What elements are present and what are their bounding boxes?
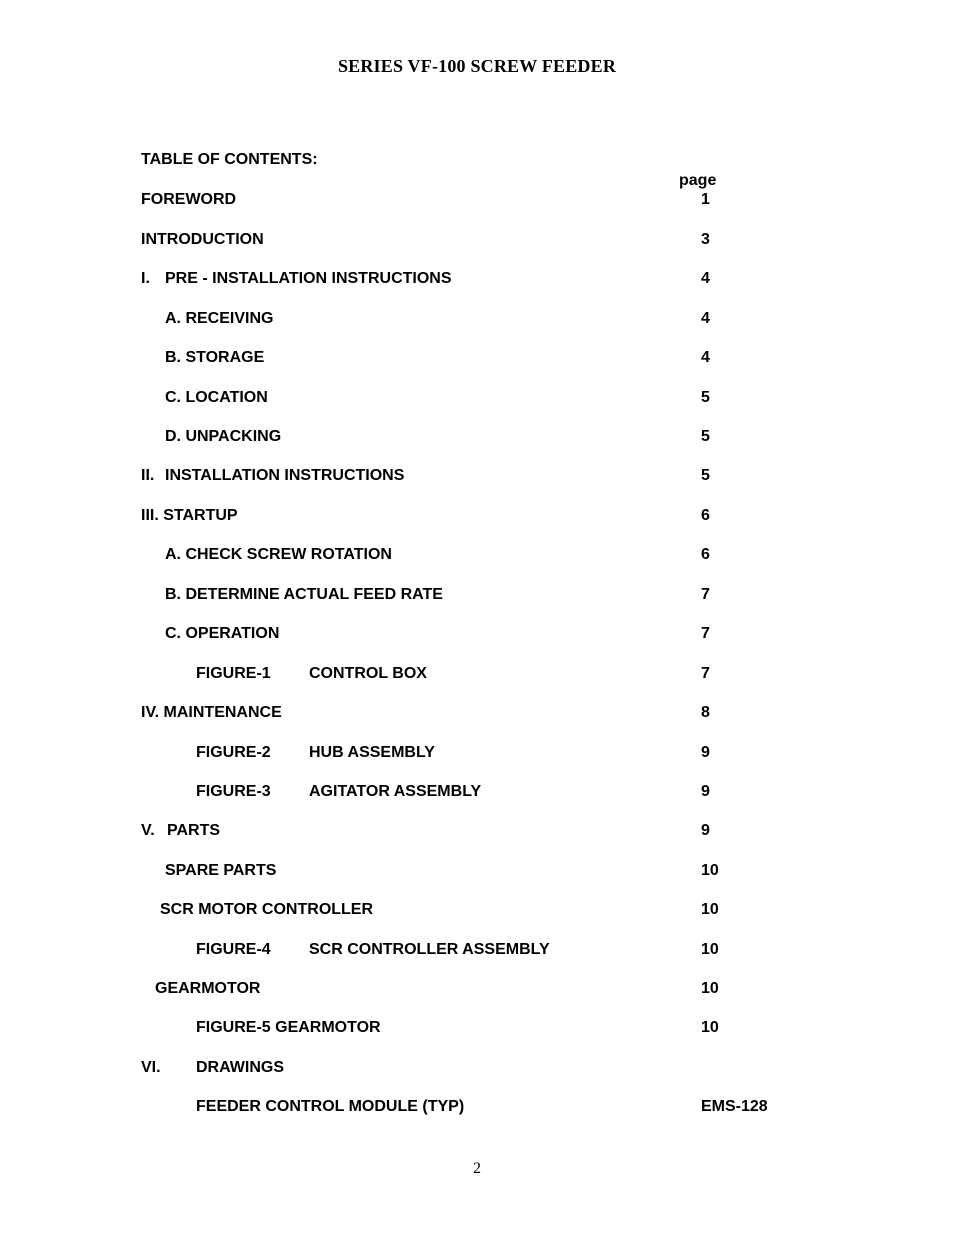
toc-entry-page: 4	[701, 270, 710, 287]
toc-entry-spare-parts	[0, 861, 954, 883]
toc-entry-page: 10	[701, 1019, 719, 1036]
toc-entry-title: IV. MAINTENANCE	[141, 704, 282, 721]
toc-entry-page: 7	[701, 586, 710, 603]
toc-entry-installation	[0, 466, 954, 488]
toc-entry-check-screw-rotation	[0, 545, 954, 567]
toc-entry-location	[0, 388, 954, 410]
toc-entry-introduction	[0, 230, 954, 252]
toc-entry-title: AGITATOR ASSEMBLY	[309, 783, 482, 800]
toc-entry-title: FIGURE-5 GEARMOTOR	[196, 1019, 381, 1036]
toc-entry-parts	[0, 821, 954, 843]
toc-entry-title: INSTALLATION INSTRUCTIONS	[165, 467, 405, 484]
toc-entry-title: B. STORAGE	[165, 349, 265, 366]
toc-entry-title: FEEDER CONTROL MODULE (TYP)	[196, 1098, 465, 1115]
toc-entry-receiving	[0, 309, 954, 331]
toc-entry-title: FOREWORD	[141, 191, 237, 208]
toc-entry-page: 7	[701, 625, 710, 642]
toc-entry-title: DRAWINGS	[196, 1059, 284, 1076]
toc-entry-page: 9	[701, 822, 710, 839]
toc-entry-title: PRE - INSTALLATION INSTRUCTIONS	[165, 270, 452, 287]
toc-entry-title: PARTS	[167, 822, 221, 839]
toc-entry-prefix: V.	[141, 822, 155, 839]
toc-entry-page: 9	[701, 783, 710, 800]
toc-entry-page: 1	[701, 191, 710, 208]
toc-entry-prefix: VI.	[141, 1059, 161, 1076]
toc-entry-figure-3	[0, 782, 954, 804]
document-title: SERIES VF-100 SCREW FEEDER	[337, 56, 617, 76]
toc-entry-foreword	[0, 190, 954, 212]
toc-entry-prefix: FIGURE-1	[196, 665, 271, 682]
toc-entry-prefix: FIGURE-2	[196, 744, 271, 761]
toc-entry-title: C. LOCATION	[165, 389, 268, 406]
toc-entry-page: 10	[701, 901, 719, 918]
toc-entry-title: SPARE PARTS	[165, 862, 277, 879]
toc-entry-figure-4	[0, 940, 954, 962]
toc-entry-title: A. RECEIVING	[165, 310, 274, 327]
toc-entry-prefix: FIGURE-3	[196, 783, 271, 800]
toc-entry-page: 3	[701, 231, 710, 248]
toc-entry-drawings	[0, 1058, 954, 1080]
toc-entry-figure-1	[0, 664, 954, 686]
toc-entry-page: 5	[701, 389, 710, 406]
toc-entry-title: B. DETERMINE ACTUAL FEED RATE	[165, 586, 443, 603]
toc-entry-page: 6	[701, 546, 710, 563]
page-column-label: page	[679, 172, 717, 189]
toc-entry-page: 10	[701, 862, 719, 879]
toc-entry-title: SCR MOTOR CONTROLLER	[160, 901, 374, 918]
toc-entry-page: 6	[701, 507, 710, 524]
toc-entry-prefix: I.	[141, 270, 150, 287]
toc-entry-page: 4	[701, 310, 710, 327]
toc-entry-figure-2	[0, 743, 954, 765]
toc-entry-feeder-control-module	[0, 1097, 954, 1119]
toc-entry-feed-rate	[0, 585, 954, 607]
toc-entry-title: CONTROL BOX	[309, 665, 427, 682]
toc-entry-figure-5	[0, 1018, 954, 1040]
toc-entry-scr-motor-controller	[0, 900, 954, 922]
toc-entry-prefix: FIGURE-4	[196, 941, 271, 958]
toc-entry-gearmotor	[0, 979, 954, 1001]
toc-entry-title: HUB ASSEMBLY	[309, 744, 435, 761]
toc-entry-page: 7	[701, 665, 710, 682]
toc-entry-page: 5	[701, 467, 710, 484]
toc-entry-operation	[0, 624, 954, 646]
toc-entry-storage	[0, 348, 954, 370]
toc-entry-page: 10	[701, 941, 719, 958]
toc-entry-pre-installation	[0, 269, 954, 291]
toc-entry-maintenance	[0, 703, 954, 725]
toc-entry-title: INTRODUCTION	[141, 231, 264, 248]
toc-entry-page: 10	[701, 980, 719, 997]
toc-entry-startup	[0, 506, 954, 528]
toc-entry-title: A. CHECK SCREW ROTATION	[165, 546, 392, 563]
toc-entry-title: C. OPERATION	[165, 625, 280, 642]
toc-entry-title: SCR CONTROLLER ASSEMBLY	[309, 941, 550, 958]
toc-entry-page: 8	[701, 704, 710, 721]
toc-heading: TABLE OF CONTENTS:	[141, 151, 318, 168]
toc-entry-unpacking	[0, 427, 954, 449]
toc-entry-page: 4	[701, 349, 710, 366]
toc-entry-title: D. UNPACKING	[165, 428, 282, 445]
toc-entry-title: GEARMOTOR	[155, 980, 261, 997]
toc-entry-page: EMS-128	[701, 1098, 768, 1115]
toc-entry-page: 9	[701, 744, 710, 761]
toc-entry-title: III. STARTUP	[141, 507, 238, 524]
toc-entry-prefix: II.	[141, 467, 155, 484]
toc-entry-page: 5	[701, 428, 710, 445]
page-number: 2	[473, 1160, 481, 1177]
